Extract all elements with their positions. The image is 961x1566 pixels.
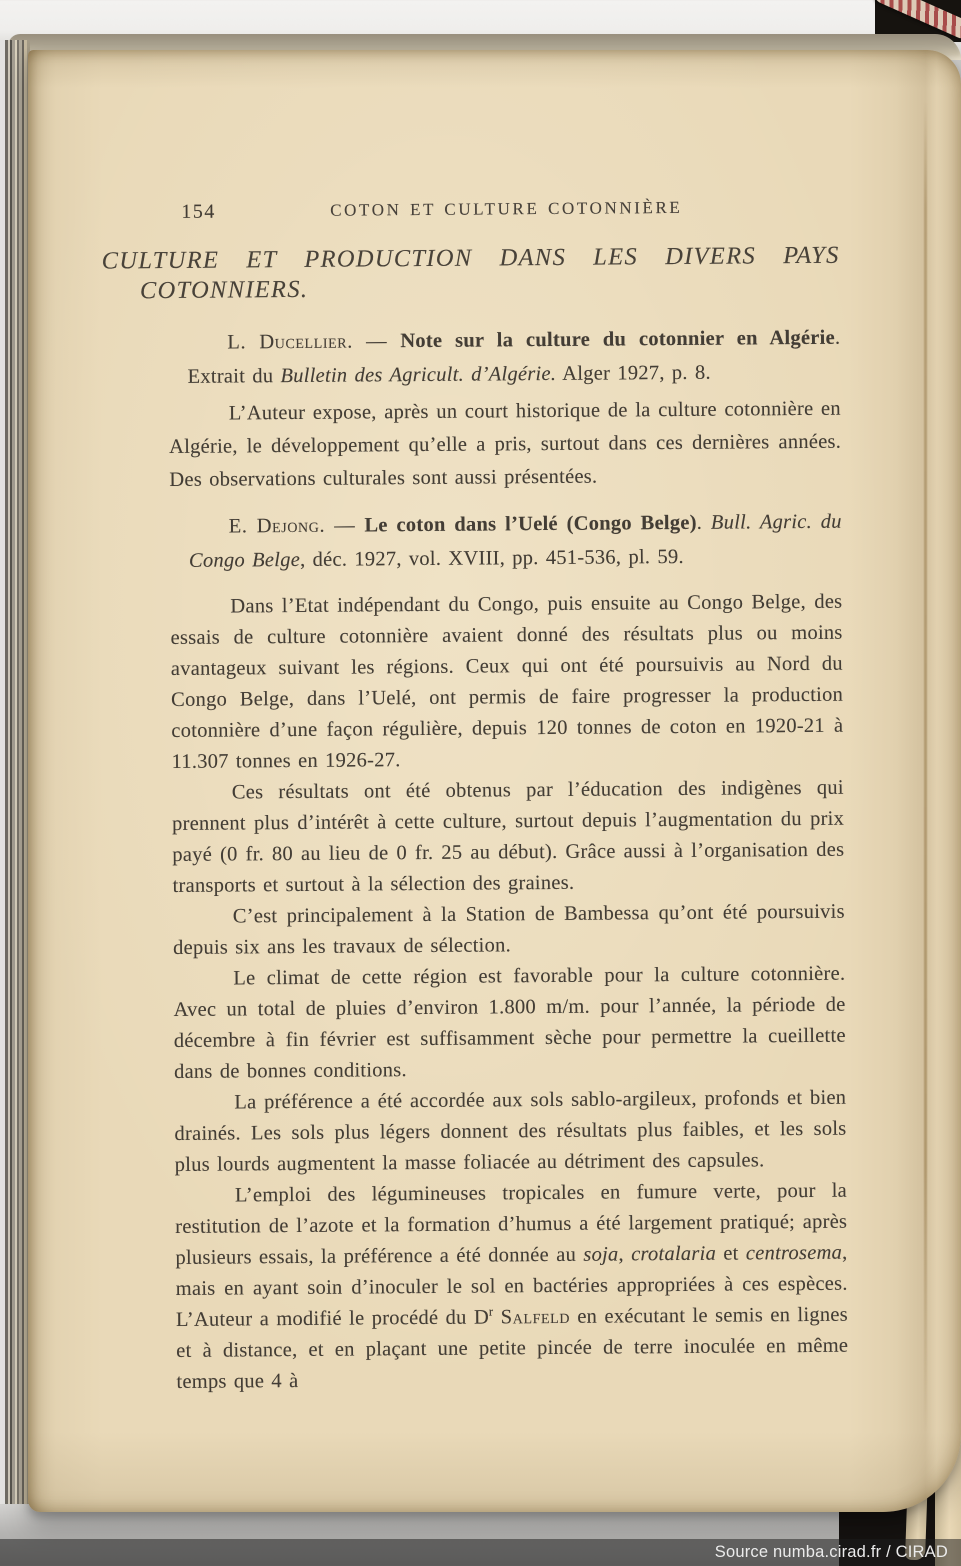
section-heading [102, 241, 840, 307]
watermark-bar [0, 1539, 961, 1566]
paragraph-4: Le climat de cette région est favorable pour la culture cotonnière. Avec un total de pluies d’environ 1.800 m/m. pour l’année, la période de décembre à fin février est suffisamment sèche pour permettre la cueillette dans de bonnes conditions. [173, 962, 846, 1083]
page-header [167, 191, 839, 224]
book-page [28, 50, 961, 1512]
page-fold-line [924, 102, 927, 1432]
page-text-block [101, 45, 856, 1398]
abstract-ducellier: L’Auteur expose, après un court historique de la culture cotonnière en Algérie, le développement qu’elle a pris, surtout dans ces dernières années. Des observations culturales sont aussi présentées. [169, 397, 842, 491]
paragraph-6: L’emploi des légumineuses tropicales en fumure verte, pour la restitution de l’azote et la formation d’humus a été largement pratiqué; après plusieurs essais, la préférence a été donnée au soja, crotalaria et centrosema, mais en ayant soin d’inoculer le sol en bactéries appropriées à ces espèces. L’Auteur a modifié le procédé du $D^r$ Salfeld en exécutant le semis en lignes et à distance, et en plaçant une petite pincée de terre inoculée en même temps que 4 à [175, 1179, 856, 1393]
citation-ducellier: L. Ducellier. — Note sur la culture du cotonnier en Algérie. Extrait du Bulletin des Agricult. d’Algérie. Alger 1927, p. 8. [187, 326, 848, 388]
paragraph-1: Dans l’Etat indépendant du Congo, puis ensuite au Congo Belge, des essais de culture cotonnière avaient donné des résultats plus ou moins avantageux suivant les régions. Ceux qui ont été poursuivis au Nord du Congo Belge, dans l’Uelé, ont permis de faire progresser la production cotonnière d’une façon régulière, depuis 120 tonnes de coton en 1920-21 à 11.307 tonnes en 1926-27. [170, 590, 844, 773]
section-heading-line2: COTONNIERS. [139, 275, 309, 305]
section-heading-line1: CULTURE ET PRODUCTION DANS LES DIVERS PAYS [101, 241, 840, 275]
running-title: COTON ET CULTURE COTONNIÈRE [330, 197, 683, 220]
page-stack-left-edge [0, 40, 30, 1504]
review-body [170, 587, 856, 1398]
paragraph-2: Ces résultats ont été obtenus par l’éducation des indigènes qui prennent plus d’intérêt à cette culture, surtout depuis l’augmentation du prix payé (0 fr. 80 au lieu de 0 fr. 25 au début). Grâce aussi à l’organisation des transports et surtout à la sélection des graines. [171, 776, 845, 897]
page-number: 154 [181, 200, 216, 223]
paragraph-3: C’est principalement à la Station de Bambessa qu’ont été poursuivis depuis six ans les travaux de sélection. [172, 900, 845, 959]
watermark-text: Source numba.cirad.fr / CIRAD [714, 1543, 948, 1561]
paragraph-5: La préférence a été accordée aux sols sablo-argileux, profonds et bien drainés. Les sols plus légers donnent des résultats plus faibles, et les sols plus lourds augmentent la masse foliacée au détriment des capsules. [174, 1086, 847, 1176]
citation-dejong: E. Dejong. — Le coton dans l’Uelé (Congo Belge). Bull. Agric. du Congo Belge, déc. 1927, vol. XVIII, pp. 451-536, pl. 59. [188, 510, 849, 572]
